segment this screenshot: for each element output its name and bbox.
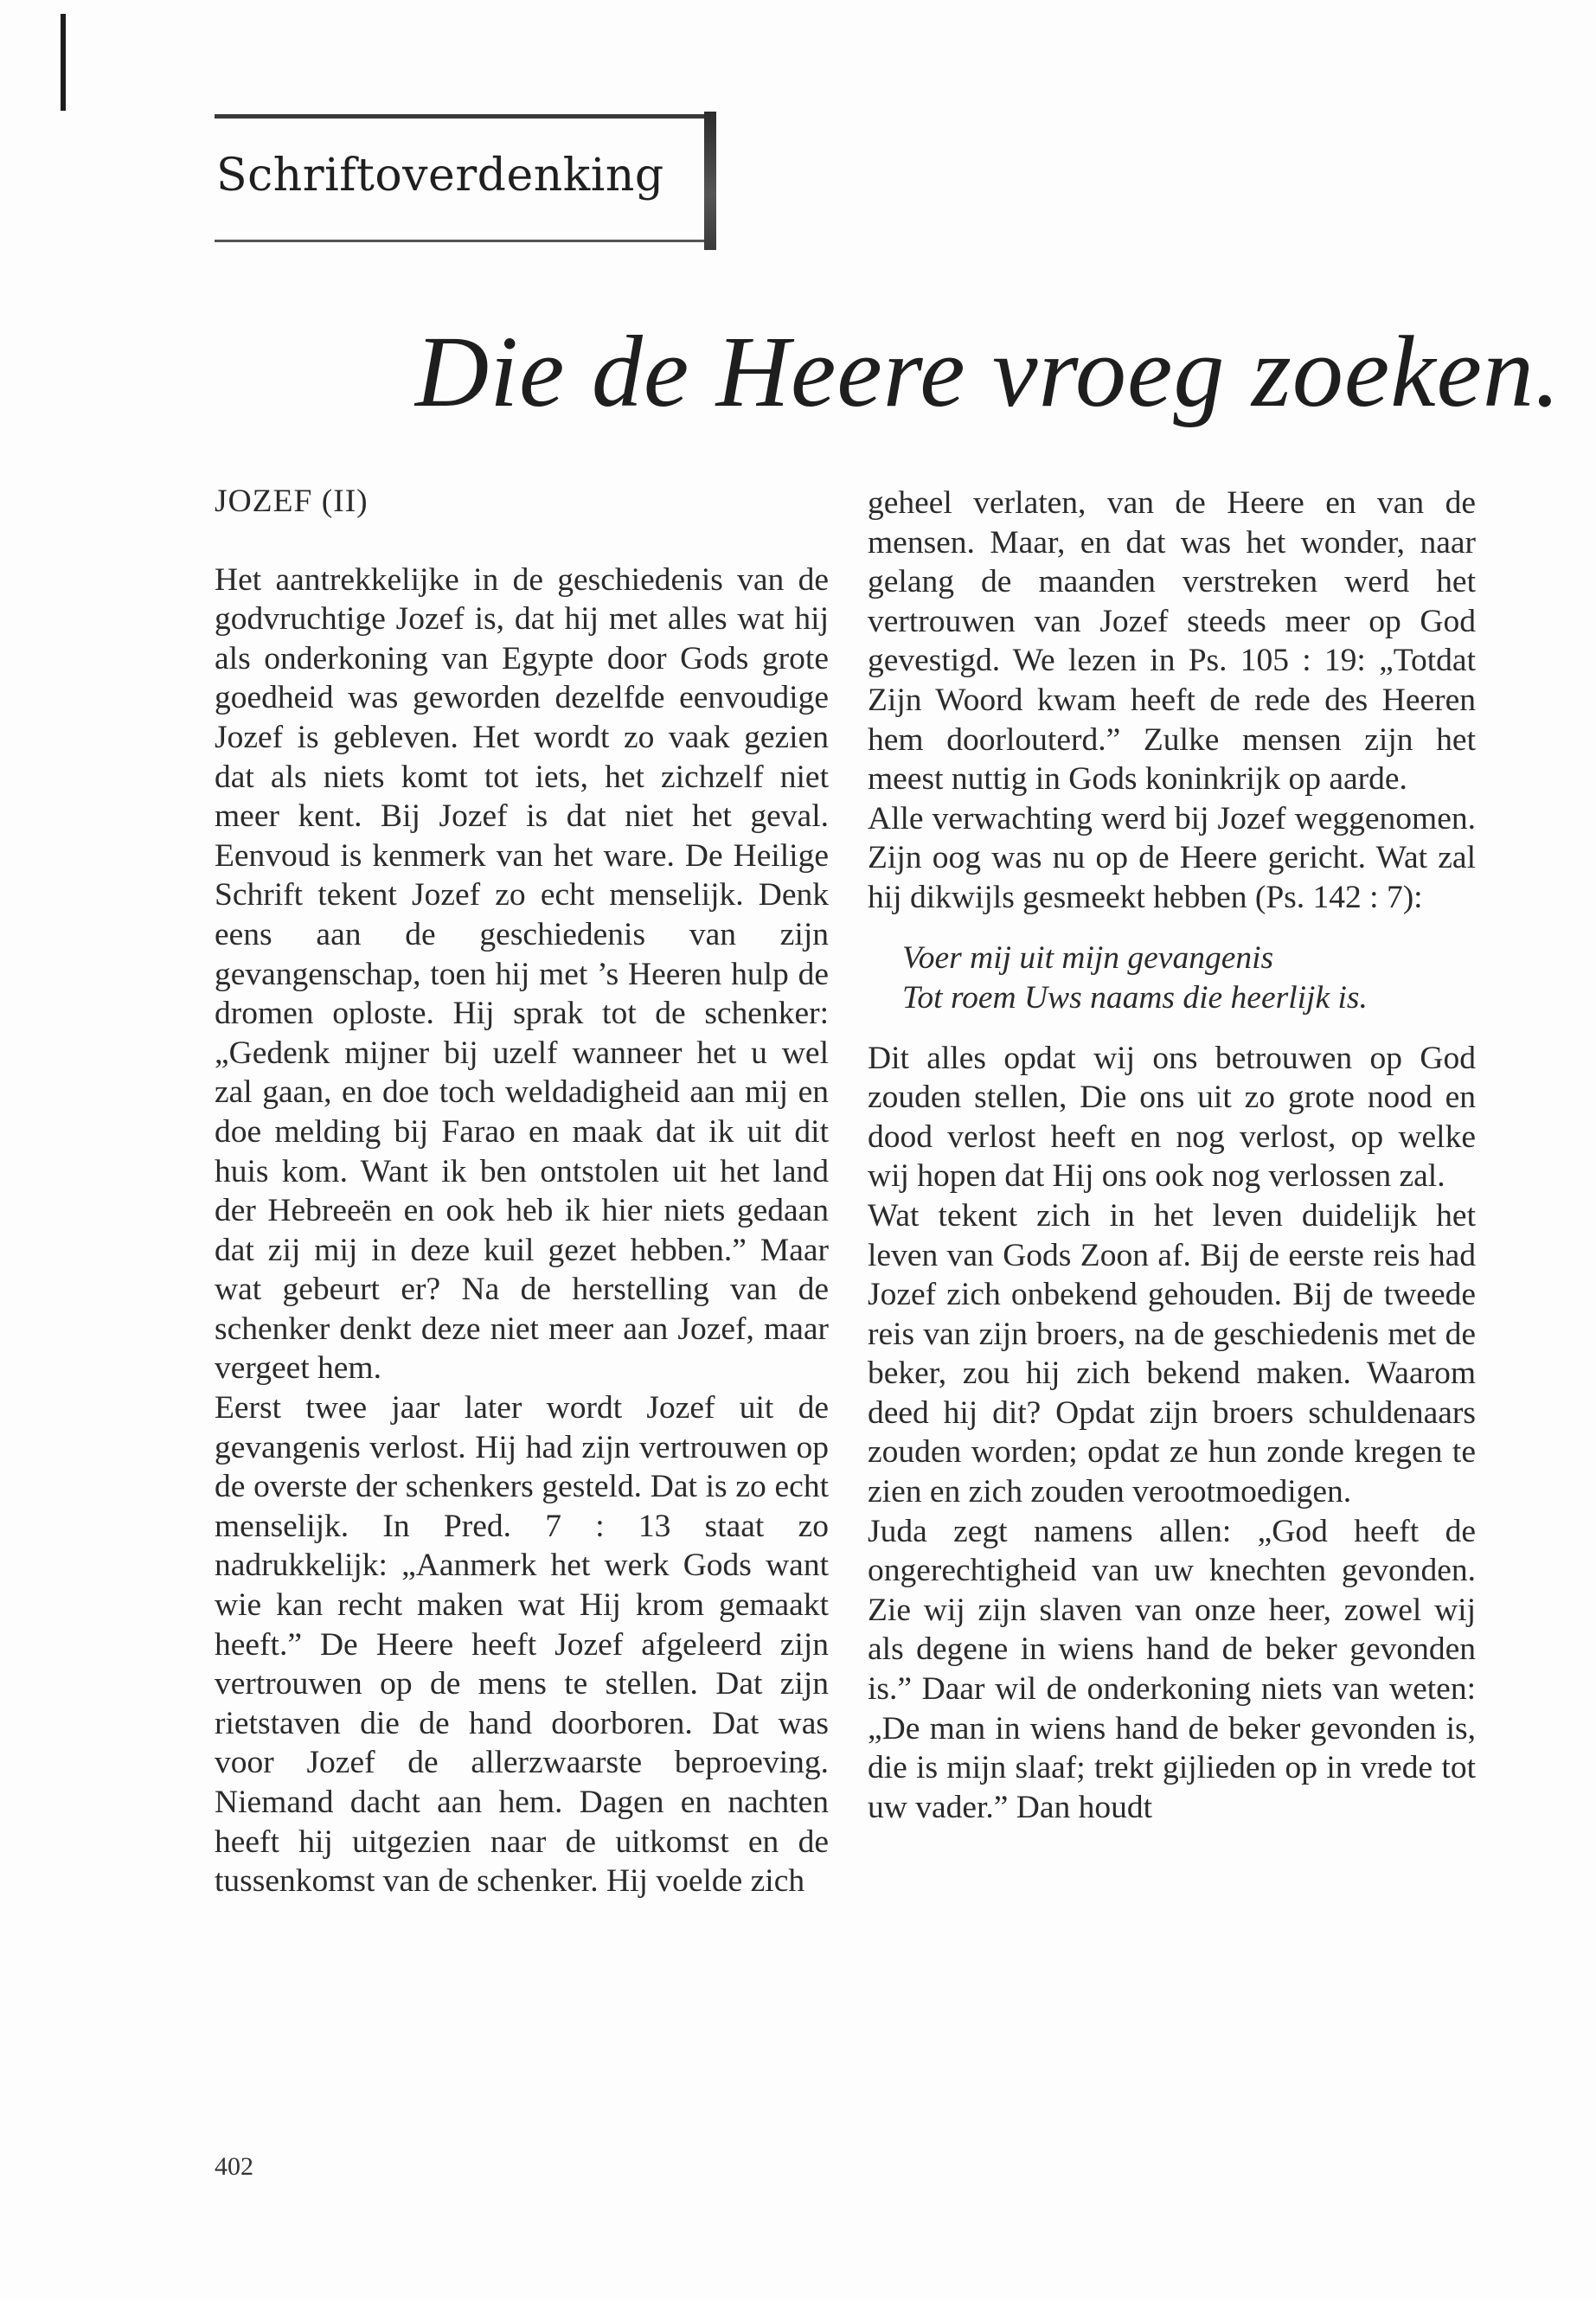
left-column [215, 480, 829, 1901]
article-title: Die de Heere vroeg zoeken. [415, 315, 1561, 428]
article-subhead: JOZEF (II) [215, 484, 369, 519]
section-label: Schriftoverdenking [216, 150, 664, 202]
paragraph: Juda zegt namens allen: „God heeft de ongerechtigheid van uw knechten gevonden. Zie wij zijn slaven van onze heer, zowel wij als degene in wiens hand de beker gevonden is.” Daar wil de onderkoning niets van weten: „De man in wiens hand de beker gevonden is, die is mijn slaaf; trekt gijlieden op in vrede tot uw vader.” Dan houdt [868, 1513, 1476, 1825]
paragraph: Alle verwachting werd bij Jozef weggenomen. Zijn oog was nu op de Heere gericht. Wat zal hij dikwijls gesmeekt hebben (Ps. 142 : 7): [868, 800, 1476, 915]
scan-edge-rule [61, 14, 66, 111]
psalm-quote: Voer mij uit mijn gevangenis Tot roem Uws naams die heerlijk is. [902, 939, 1368, 1016]
paragraph: Het aantrekkelijke in de geschiedenis van de godvruchtige Jozef is, dat hij met alles wat hij als onderkoning van Egypte door Gods grote goedheid was geworden dezelfde eenvoudige Jozef is gebleven. Het wordt zo vaak gezien dat als niets komt tot iets, het zichzelf niet meer kent. Bij Jozef is dat niet het geval. Eenvoud is kenmerk van het ware. De Heilige Schrift tekent Jozef zo echt menselijk. Denk eens aan de geschiedenis van zijn gevangenschap, toen hij met ’s Heeren hulp de dromen oploste. Hij sprak tot de schenker: „Gedenk mijner bij uzelf wanneer het u wel zal gaan, en doe toch weldadigheid aan mij en doe melding bij Farao en maak dat ik uit dit huis kom. Want ik ben ontstolen uit het land der Hebreeën en ook heb ik hier niets gedaan dat zij mij in deze kuil gezet hebben.” Maar wat gebeurt er? Na de herstelling van de schenker denkt deze niet meer aan Jozef, maar vergeet hem. [215, 561, 829, 1387]
section-header-box [215, 114, 708, 242]
page-number: 402 [215, 2152, 253, 2181]
paragraph: geheel verlaten, van de Heere en van de mensen. Maar, en dat was het wonder, naar gelang de maanden verstreken werd het vertrouwen van Jozef steeds meer op God gevestigd. We lezen in Ps. 105 : 19: „Totdat Zijn Woord kwam heeft de rede des Heeren hem doorlouterd.” Zulke mensen zijn het meest nuttig in Gods koninkrijk op aarde. [868, 485, 1476, 798]
paragraph: Wat tekent zich in het leven duidelijk het leven van Gods Zoon af. Bij de eerste reis had Jozef zich onbekend gehouden. Bij de tweede reis van zijn broers, na de geschiedenis met de beker, zou hij zich bekend maken. Waarom deed hij dit? Opdat zijn broers schuldenaars zouden worden; opdat ze hun zonde kregen te zien en zich zouden verootmoedigen. [868, 1197, 1476, 1510]
right-column [868, 484, 1476, 1827]
paragraph: Dit alles opdat wij ons betrouwen op God zouden stellen, Die ons uit zo grote nood en dood verlost heeft en nog verlost, op welke wij hopen dat Hij ons ook nog verlossen zal. [868, 1040, 1476, 1195]
paragraph: Eerst twee jaar later wordt Jozef uit de gevangenis verlost. Hij had zijn vertrouwen op de overste der schenkers gesteld. Dat is zo echt menselijk. In Pred. 7 : 13 staat zo nadrukkelijk: „Aanmerk het werk Gods want wie kan recht maken wat Hij krom gemaakt heeft.” De Heere heeft Jozef afgeleerd zijn vertrouwen op de mens te stellen. Dat zijn rietstaven die de hand doorboren. Dat was voor Jozef de allerzwaarste beproeving. Niemand dacht aan hem. Dagen en nachten heeft hij uitgezien naar de uitkomst en de tussenkomst van de schenker. Hij voelde zich [215, 1390, 829, 1900]
